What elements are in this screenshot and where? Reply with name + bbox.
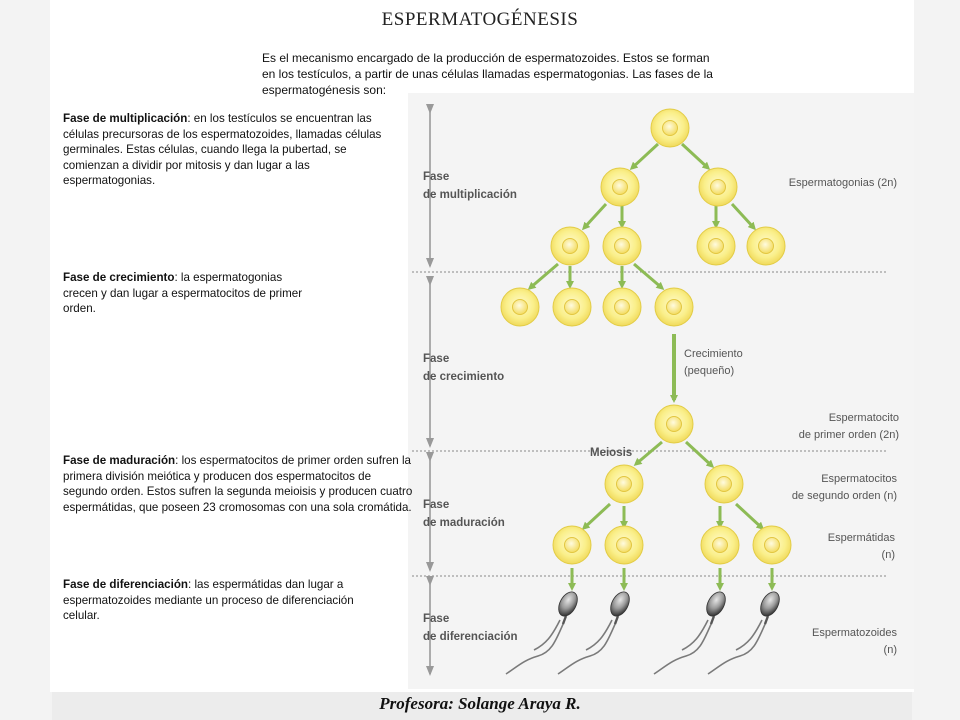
spermatozoa xyxy=(506,589,783,674)
growing-cell xyxy=(553,288,591,326)
lineage-arrow xyxy=(686,442,712,466)
lineage-arrow xyxy=(682,144,708,168)
spermatid-cell xyxy=(553,526,591,564)
spermatogonium-cell xyxy=(603,227,641,265)
label-espermatocito-1: Espermatocito de primer orden (2n) xyxy=(798,412,899,441)
page-title: ESPERMATOGÉNESIS xyxy=(381,9,579,30)
phase-label-multiplicacion: Fase de multiplicación xyxy=(423,171,517,201)
lineage-arrow xyxy=(736,504,762,528)
lineage-arrows xyxy=(530,144,772,588)
spermatogonium-cell xyxy=(601,168,639,206)
label-espermatogonias: Espermatogonias (2n) xyxy=(788,177,897,189)
phase-label-maduracion: Fase de maduración xyxy=(423,499,505,529)
spermatid-cell xyxy=(605,526,643,564)
desc-multiplicacion: Fase de multiplicación: en los testículos se encuentran las células precursoras de los espermatozoides, llamadas células germinales. Estas células, cuando llega la pubertad, se comienzan a dividir por mitosis y dan lugar a las espermatogonias. xyxy=(63,112,382,188)
growing-cell xyxy=(501,288,539,326)
spermatozoon-icon xyxy=(654,589,729,674)
stem-cell xyxy=(651,109,689,147)
lineage-arrow xyxy=(636,442,662,464)
secondary-spermatocyte-cell xyxy=(605,465,643,503)
spermatid-cell xyxy=(701,526,739,564)
phase-label-crecimiento: Fase de crecimiento xyxy=(423,353,505,383)
primary-spermatocyte-cell xyxy=(655,405,693,443)
spermatid-cell xyxy=(753,526,791,564)
label-meiosis: Meiosis xyxy=(590,447,633,459)
spermatogonium-cell xyxy=(551,227,589,265)
spermatogonium-cell xyxy=(697,227,735,265)
growing-cell xyxy=(655,288,693,326)
label-espermatozoides: Espermatozoides (n) xyxy=(812,627,897,656)
spermatogonium-cell xyxy=(747,227,785,265)
lineage-arrow xyxy=(732,204,754,228)
desc-maduracion: Fase de maduración: los espermatocitos de primer orden sufren la primera división meiótica y producen dos espermatocitos de segundo orden. Estos sufren la segunda meioisis y producen cuatro espermátidas, que poseen 23 cromosomas con una sola cromátida. xyxy=(63,454,413,514)
lineage-arrow xyxy=(530,264,558,288)
footer-author: Profesora: Solange Araya R. xyxy=(379,694,581,713)
lineage-arrow xyxy=(584,504,610,528)
phase-separators xyxy=(412,272,888,576)
desc-diferenciacion: Fase de diferenciación: las espermátidas dan lugar a espermatozoides mediante un proceso de diferenciación celular. xyxy=(63,578,354,623)
growing-cell xyxy=(603,288,641,326)
intro-text: Es el mecanismo encargado de la producción de espermatozoides. Estos se forman en los testículos, a partir de unas células llamadas espermatogonias. Las fases de la espermatogénesis son: xyxy=(262,51,713,97)
label-espermatocitos-2: Espermatocitos de segundo orden (n) xyxy=(791,473,897,502)
secondary-spermatocyte-cell xyxy=(705,465,743,503)
label-espermatidas: Espermátidas (n) xyxy=(827,532,895,561)
spermatogonium-cell xyxy=(699,168,737,206)
lineage-arrow xyxy=(584,204,606,228)
phase-label-diferenciacion: Fase de diferenciación xyxy=(423,613,518,643)
label-crecimiento: Crecimiento (pequeño) xyxy=(684,348,743,377)
cells xyxy=(501,109,791,564)
lineage-arrow xyxy=(632,144,658,168)
desc-crecimiento: Fase de crecimiento: la espermatogonias crecen y dan lugar a espermatocitos de primer orden. xyxy=(63,271,303,316)
lineage-arrow xyxy=(634,264,662,288)
